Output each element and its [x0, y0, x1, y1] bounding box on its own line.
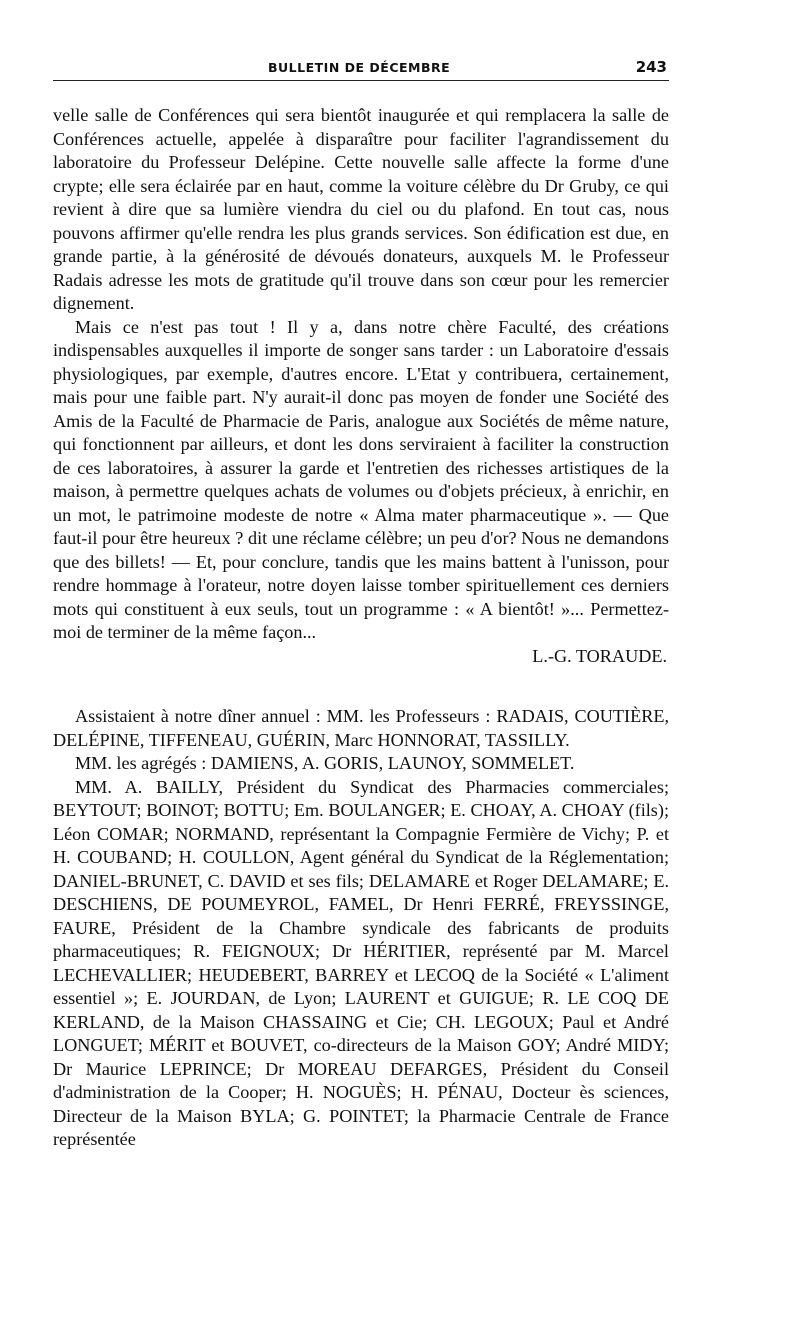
- paragraph-attendees-professors: Assistaient à notre dîner annuel : MM. les Professeurs : RADAIS, COUTIÈRE, DELÉPINE, TIFFENEAU, GUÉRIN, Marc HONNORAT, TASSILLY.: [53, 706, 669, 750]
- running-head: BULLETIN DE DÉCEMBRE: [268, 60, 451, 75]
- page-number: 243: [635, 58, 667, 76]
- page-body: [53, 104, 669, 1152]
- paragraph-attendees-guests: MM. A. BAILLY, Président du Syndicat des Pharmacies commerciales; BEYTOUT; BOINOT; BOTTU; Em. BOULANGER; E. CHOAY, A. CHOAY (fils); Léon COMAR; NORMAND, représentant la Compagnie Fermière de Vichy; P. et H. COUBAND; H. COULLON, Agent général du Syndicat de la Réglementation; DANIEL-BRUNET, C. DAVID et ses fils; DELAMARE et Roger DELAMARE; E. DESCHIENS, DE POUMEYROL, FAMEL, Dr Henri FERRÉ, FREYSSINGE, FAURE, Président de la Chambre syndicale des fabricants de produits pharmaceutiques; R. FEIGNOUX; Dr HÉRITIER, représenté par M. Marcel LECHEVALLIER; HEUDEBERT, BARREY et LECOQ de la Société « L'aliment essentiel »; E. JOURDAN, de Lyon; LAURENT et GUIGUE; R. LE COQ DE KERLAND, de la Maison CHASSAING et Cie; CH. LEGOUX; Paul et André LONGUET; MÉRIT et BOUVET, co-directeurs de la Maison GOY; André MIDY; Dr Maurice LEPRINCE; Dr MOREAU DEFARGES, Président du Conseil d'administration de la Cooper; H. NOGUÈS; H. PÉNAU, Docteur ès sciences, Directeur de la Maison BYLA; G. POINTET; la Pharmacie Centrale de France représentée: [53, 776, 669, 1149]
- paragraph-attendees-agreges: MM. les agrégés : DAMIENS, A. GORIS, LAUNOY, SOMMELET.: [75, 753, 575, 773]
- author-signature: L.-G. TORAUDE.: [532, 645, 667, 666]
- paragraph-appeal: Mais ce n'est pas tout ! Il y a, dans notre chère Faculté, des créations indispensables auxquelles il importe de songer sans tarder : un Laboratoire d'essais physiologiques, par exemple, d'autres encore. L'Etat y contribuera, certainement, mais pour une faible part. N'y aurait-il donc pas moyen de fonder une Société des Amis de la Faculté de Pharmacie de Paris, analogue aux Sociétés de même nature, qui fonctionnent par ailleurs, et dont les dons serviraient à faciliter la construction de ces laboratoires, à assurer la garde et l'entretien des richesses artistiques de la maison, à permettre quelques achats de volumes ou d'objets précieux, à enrichir, en un mot, le patrimoine modeste de notre « Alma mater pharmaceutique ». — Que faut-il pour être heureux ? dit une réclame célèbre; un peu d'or? Nous ne demandons que des billets! — Et, pour conclure, tandis que les mains battent à l'unisson, pour rendre hommage à l'orateur, notre doyen laisse tomber spirituellement ces derniers mots qui constituent à eux seuls, tout un programme : « A bientôt! »... Permettez-moi de terminer de la même façon...: [53, 316, 669, 642]
- document-page: [53, 50, 669, 1152]
- section-gap: [53, 668, 669, 705]
- page-header: [53, 50, 669, 81]
- paragraph-continuation: velle salle de Conférences qui sera bientôt inaugurée et qui remplacera la salle de Conférences actuelle, appelée à disparaître pour faciliter l'agrandissement du laboratoire du Professeur Delépine. Cette nouvelle salle affecte la forme d'une crypte; elle sera éclairée par en haut, comme la voiture célèbre du Dr Gruby, ce qui revient à dire que sa lumière viendra du ciel ou du plafond. En tout cas, nous pouvons affirmer qu'elle rendra les plus grands services. Son édification est due, en grande partie, à la générosité de dévoués donateurs, auxquels M. le Professeur Radais adresse les mots de gratitude qu'il trouve dans son cœur pour les remercier dignement.: [53, 105, 669, 313]
